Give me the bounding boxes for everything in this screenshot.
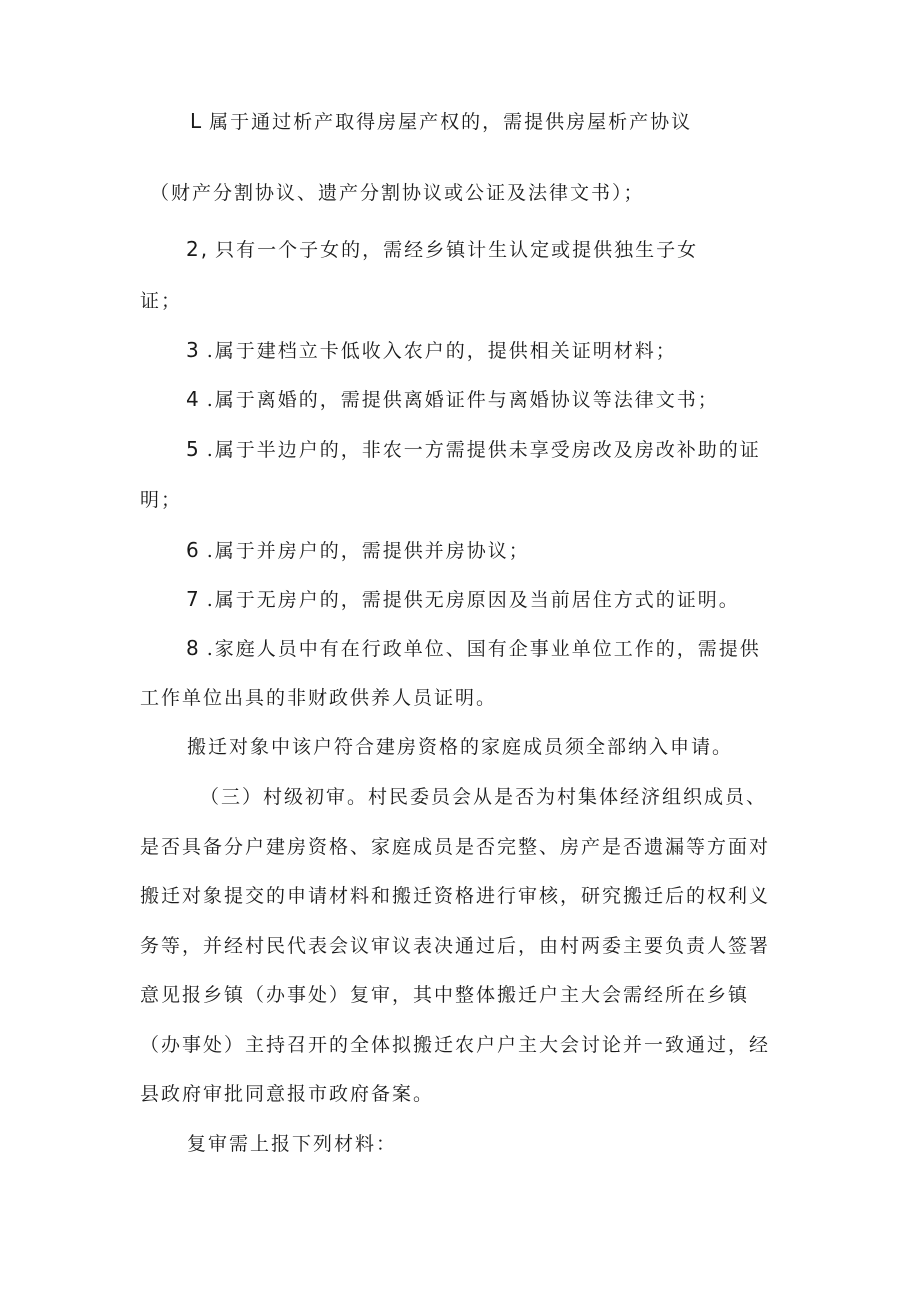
paragraph-line bbox=[140, 1031, 790, 1059]
line-text: 证； bbox=[140, 290, 183, 312]
paragraph-line bbox=[140, 833, 790, 861]
line-text: 县政府审批同意报市政府备案。 bbox=[140, 1083, 435, 1105]
item-number: 7 bbox=[186, 587, 201, 611]
item-number: 3 bbox=[186, 338, 201, 362]
line-text: 搬迁对象中该户符合建房资格的家庭成员须全部纳入申请。 bbox=[187, 736, 734, 758]
item-number: 4 bbox=[186, 387, 201, 411]
paragraph-line bbox=[140, 1080, 790, 1108]
item-number: 8 bbox=[186, 636, 201, 660]
paragraph-line bbox=[186, 536, 836, 565]
item-number: 6 bbox=[186, 538, 201, 562]
paragraph-line bbox=[140, 981, 790, 1009]
item-number: 5 bbox=[186, 437, 201, 461]
line-text: 意见报乡镇（办事处）复审，其中整体搬迁户主大会需经所在乡镇 bbox=[140, 984, 750, 1006]
paragraph-line bbox=[187, 1130, 837, 1158]
line-text: .属于半边户的，非农一方需提供未享受房改及房改补助的证 bbox=[206, 439, 761, 461]
line-text: .家庭人员中有在行政单位、国有企事业单位工作的，需提供 bbox=[206, 638, 761, 660]
line-text: 只有一个子女的，需经乡镇计生认定或提供独生子女 bbox=[215, 239, 699, 261]
item-number: 2, bbox=[186, 237, 210, 261]
paragraph-line bbox=[187, 733, 837, 761]
line-text: 属于通过析产取得房屋产权的，需提供房屋析产协议 bbox=[209, 111, 693, 133]
line-text: 是否具备分户建房资格、家庭成员是否完整、房产是否遗漏等方面对 bbox=[140, 836, 771, 858]
paragraph-line bbox=[186, 435, 836, 464]
paragraph-line bbox=[200, 783, 850, 811]
paragraph-line bbox=[140, 287, 790, 315]
paragraph-line bbox=[186, 585, 836, 614]
line-text: 复审需上报下列材料： bbox=[187, 1133, 398, 1155]
paragraph-line bbox=[186, 634, 836, 663]
paragraph-line bbox=[186, 235, 836, 264]
paragraph-line bbox=[140, 882, 790, 910]
line-text: （财产分割协议、遗产分割协议或公证及法律文书）； bbox=[150, 182, 645, 204]
paragraph-line bbox=[140, 932, 790, 960]
line-text: 工作单位出具的非财政供养人员证明。 bbox=[140, 687, 498, 709]
paragraph-line bbox=[186, 385, 836, 414]
line-text: 务等，并经村民代表会议审议表决通过后，由村两委主要负责人签署 bbox=[140, 935, 771, 957]
paragraph-line bbox=[140, 684, 790, 712]
line-text: （三）村级初审。村民委员会从是否为村集体经济组织成员、 bbox=[200, 786, 768, 808]
paragraph-line bbox=[150, 179, 800, 207]
line-text: 明； bbox=[140, 489, 183, 511]
line-text: 搬迁对象提交的申请材料和搬迁资格进行审核，研究搬迁后的权利义 bbox=[140, 885, 771, 907]
line-text: .属于无房户的，需提供无房原因及当前居住方式的证明。 bbox=[206, 589, 740, 611]
item-number: L bbox=[190, 109, 204, 133]
line-text: （办事处）主持召开的全体拟搬迁农户户主大会讨论并一致通过，经 bbox=[140, 1034, 771, 1056]
line-text: .属于离婚的，需提供离婚证件与离婚协议等法律文书； bbox=[206, 389, 719, 411]
line-text: .属于建档立卡低收入农户的，提供相关证明材料； bbox=[206, 340, 677, 362]
paragraph-line bbox=[190, 107, 840, 136]
paragraph-line bbox=[140, 486, 790, 514]
paragraph-line bbox=[186, 336, 836, 365]
line-text: .属于并房户的，需提供并房协议； bbox=[206, 540, 530, 562]
